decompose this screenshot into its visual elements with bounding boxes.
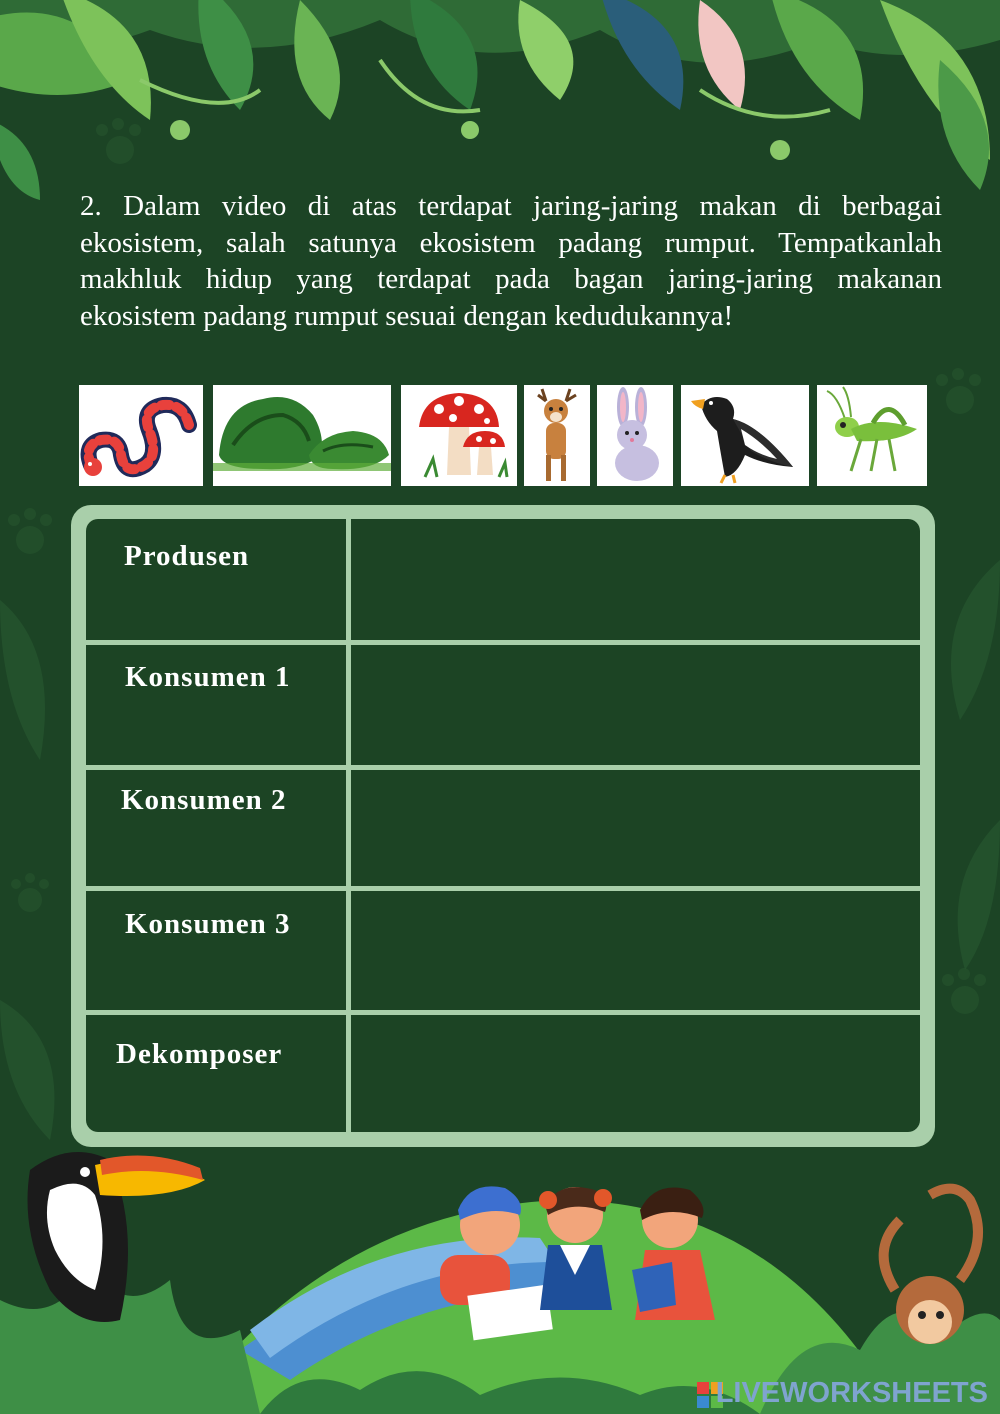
row-label-konsumen-1: Konsumen 1 [125,661,291,693]
row-label-dekomposer: Dekomposer [116,1038,283,1070]
snake-icon [79,385,203,486]
eagle-image[interactable] [681,385,809,486]
mushroom-icon [401,385,517,486]
answer-drop-zone-konsumen-2[interactable] [351,770,920,886]
liveworksheets-watermark: LIVEWORKSHEETS [715,1377,988,1409]
row-label-konsumen-2: Konsumen 2 [121,784,287,816]
snake-image[interactable] [79,385,203,486]
deer-image[interactable] [524,385,590,486]
row-label-produsen: Produsen [124,540,250,572]
table-row-label-cell [86,1015,346,1132]
rabbit-image[interactable] [597,385,673,486]
answer-drop-zone-konsumen-3[interactable] [351,891,920,1010]
answer-drop-zone-dekomposer[interactable] [351,1015,920,1132]
eagle-icon [681,385,809,486]
question-text: 2. Dalam video di atas terdapat jaring-jaring makan di berbagai ekosistem, salah satunya ekosistem padang rumput. Tempatkanlah makhluk hidup yang terdapat pada bagan jaring-jaring makanan ekosistem padang rumput sesuai dengan kedudukannya! [80,190,942,332]
answer-drop-zone-produsen[interactable] [351,519,920,640]
table-row-label-cell [86,519,346,640]
mushroom-image[interactable] [401,385,517,486]
rabbit-icon [597,385,673,486]
grasshopper-image[interactable] [817,385,927,486]
grass-icon [213,385,391,486]
deer-icon [524,385,590,486]
answer-drop-zone-konsumen-1[interactable] [351,645,920,765]
grasshopper-icon [817,385,927,486]
row-label-konsumen-3: Konsumen 3 [125,908,291,940]
grass-image[interactable] [213,385,391,486]
